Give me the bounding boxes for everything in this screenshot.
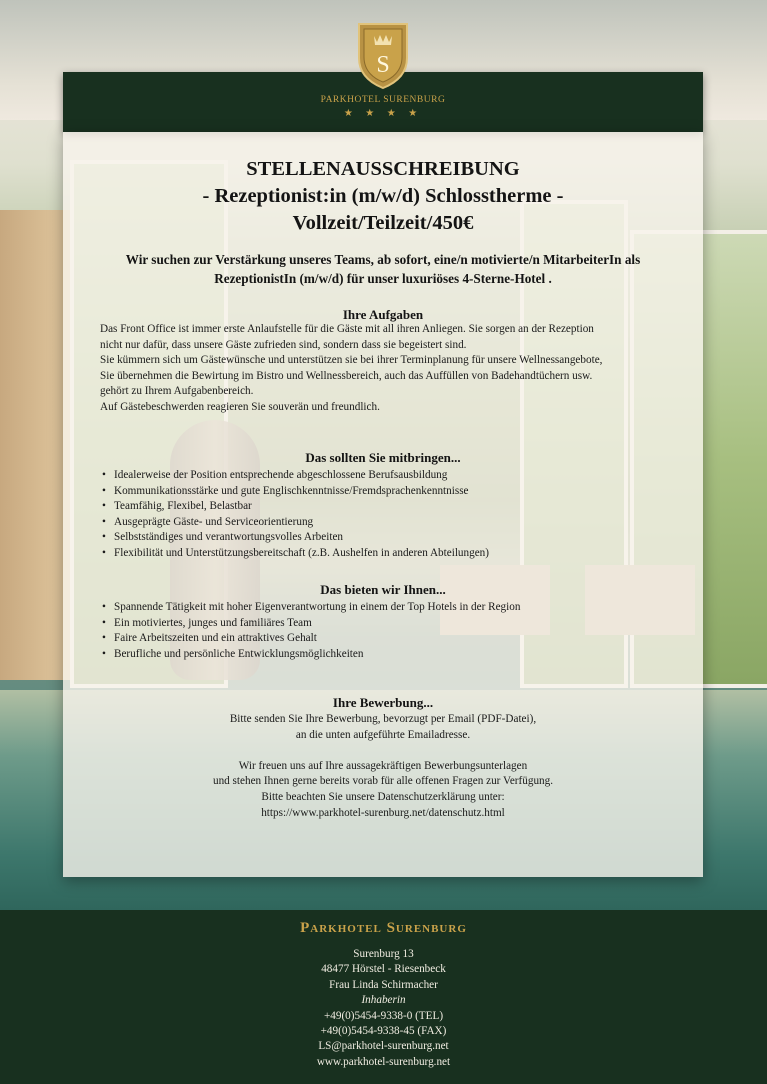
footer-phone[interactable]: +49(0)5454-9338-0 (TEL) (323, 1009, 444, 1022)
intro-line: Wir suchen zur Verstärkung unseres Teams, ab sofort, eine/n motivierte/n MitarbeiterIn als (125, 252, 641, 267)
application-line: und stehen Ihnen gerne bereits vorab für alle offenen Fragen zur Verfügung. (212, 775, 554, 788)
privacy-link[interactable]: https://www.parkhotel-surenburg.net/datenschutz.html (261, 806, 505, 819)
spacer (63, 743, 703, 759)
title-line: - Rezeptionist:in (m/w/d) Schlosstherme - (202, 185, 564, 207)
footer-address (0, 947, 767, 1070)
footer-contact-role: Inhaberin (361, 994, 406, 1007)
offer-list (100, 600, 540, 662)
requirements-heading: Das sollten Sie mitbringen... (305, 450, 461, 465)
list-item: • Ausgeprägte Gäste- und Serviceorientierung (100, 515, 640, 531)
intro-line: RezeptionistIn (m/w/d) für unser luxuriöses 4-Sterne-Hotel . (214, 271, 552, 286)
tasks-line: nicht nur dafür, dass unsere Gäste zufrieden sind, sondern dass sie begeistert sind. (100, 338, 467, 351)
list-item: • Flexibilität und Unterstützungsbereitschaft (z.B. Aushelfen in anderen Abteilungen) (100, 546, 640, 562)
offer-heading: Das bieten wir Ihnen... (320, 582, 446, 597)
list-item: • Kommunikationsstärke und gute Englischkenntnisse/Fremdsprachenkenntnisse (100, 484, 640, 500)
title-line: STELLENAUSSCHREIBUNG (246, 158, 520, 180)
intro-text (70, 250, 696, 288)
application-text (63, 712, 703, 821)
tasks-line: Sie kümmern sich um Gästewünsche und unterstützen sie bei ihrer Terminplanung für unsere Wellnessangebote, (100, 354, 603, 367)
application-heading: Ihre Bewerbung... (332, 695, 434, 710)
list-item: • Faire Arbeitszeiten und ein attraktives Gehalt (100, 631, 540, 647)
list-item: • Ein motiviertes, junges und familiäres Team (100, 616, 540, 632)
page-title (63, 156, 703, 237)
application-line: Bitte beachten Sie unsere Datenschutzerklärung unter: (261, 790, 505, 803)
wall-pillar (0, 210, 70, 680)
list-item: • Teamfähig, Flexibel, Belastbar (100, 499, 640, 515)
list-item: • Berufliche und persönliche Entwicklungsmöglichkeiten (100, 647, 540, 663)
tasks-line: Sie übernehmen die Bewirtung im Bistro und Wellnessbereich, auch das Auffüllen von Badehandtüchern usw. (100, 369, 593, 382)
brand-name-small: PARKHOTEL SURENBURG (320, 95, 446, 105)
application-line: Wir freuen uns auf Ihre aussagekräftigen Bewerbungsunterlagen (238, 759, 528, 772)
tasks-line: Auf Gästebeschwerden reagieren Sie souverän und freundlich. (100, 400, 380, 413)
list-item: • Idealerweise der Position entsprechende abgeschlossene Berufsausbildung (100, 468, 640, 484)
footer-city: 48477 Hörstel - Riesenbeck (321, 963, 446, 976)
tasks-heading: Ihre Aufgaben (342, 307, 424, 322)
application-line: an die unten aufgeführte Emailadresse. (295, 728, 471, 741)
tasks-line: Das Front Office ist immer erste Anlaufstelle für die Gäste mit all ihren Anliegen. Sie sorgen an der Rezeption (100, 323, 594, 335)
list-item: • Selbstständiges und verantwortungsvolles Arbeiten (100, 530, 640, 546)
footer-brand: Parkhotel Surenburg (300, 920, 467, 936)
tasks-line: gehört zu Ihrem Aufgabenbereich. (100, 385, 254, 398)
footer-website-link[interactable]: www.parkhotel-surenburg.net (316, 1055, 451, 1068)
footer-email-link[interactable]: LS@parkhotel-surenburg.net (318, 1040, 449, 1053)
star-rating: ★ ★ ★ ★ (343, 108, 423, 119)
application-line: Bitte senden Sie Ihre Bewerbung, bevorzugt per Email (PDF-Datei), (229, 713, 537, 725)
list-item: • Spannende Tätigkeit mit hoher Eigenverantwortung in einem der Top Hotels in der Region (100, 600, 540, 616)
tasks-text (100, 322, 690, 416)
crest-logo-icon (357, 22, 409, 90)
footer-contact-name: Frau Linda Schirmacher (329, 978, 438, 991)
crest-letter: S (376, 52, 390, 78)
footer-fax: +49(0)5454-9338-45 (FAX) (320, 1025, 447, 1038)
title-line: Vollzeit/Teilzeit/450€ (292, 212, 474, 234)
footer-street: Surenburg 13 (353, 948, 414, 960)
requirements-list (100, 468, 640, 562)
